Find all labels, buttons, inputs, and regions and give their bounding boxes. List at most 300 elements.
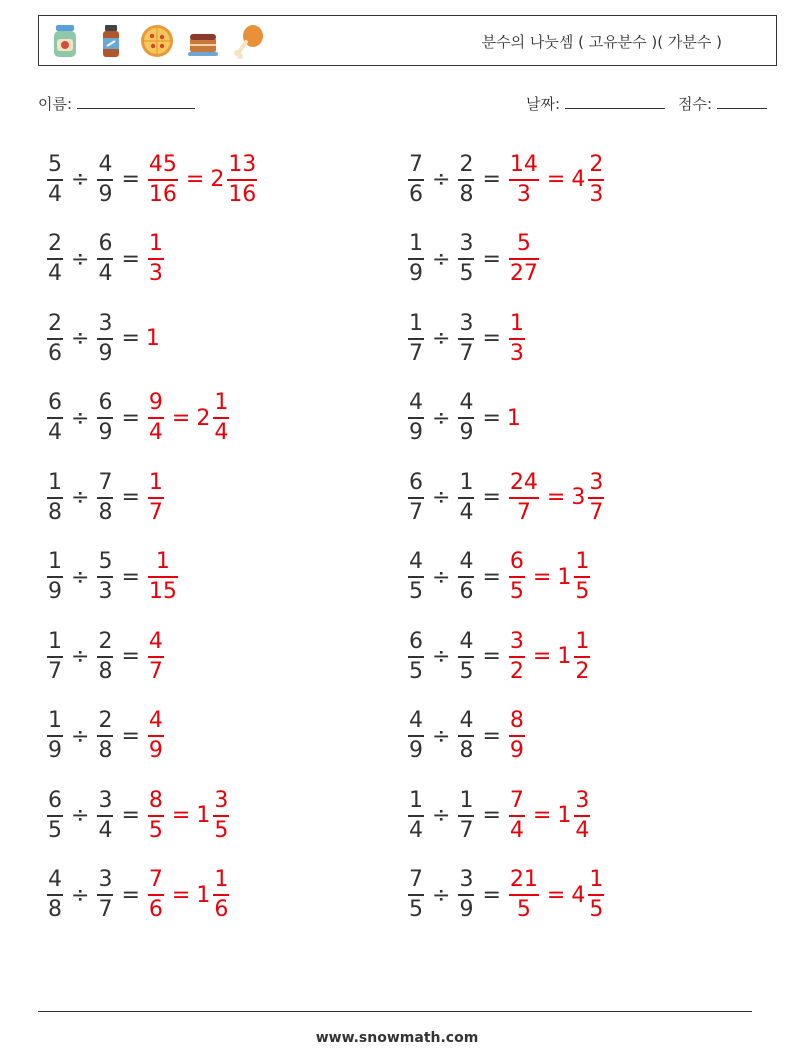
fraction — [408, 869, 424, 921]
answer — [507, 869, 606, 921]
numerator: 3 — [98, 310, 113, 336]
footer-url: www.snowmath.com — [315, 1030, 479, 1046]
denominator: 3 — [589, 181, 604, 207]
fraction — [47, 551, 63, 603]
denominator: 5 — [409, 658, 423, 684]
mixed-fraction — [213, 869, 229, 921]
numerator: 3 — [509, 628, 524, 654]
fraction — [47, 310, 63, 366]
denominator: 9 — [459, 420, 474, 446]
divide-sign: ÷ — [432, 326, 451, 352]
worksheet-title: 분수의 나눗셈 ( 고유분수 )( 가분수 ) — [481, 33, 722, 51]
denominator: 15 — [148, 579, 177, 605]
denominator: 5 — [214, 817, 229, 843]
denominator: 5 — [459, 658, 474, 684]
equals-sign: = — [121, 723, 140, 749]
fraction — [509, 469, 539, 525]
date-field[interactable] — [526, 93, 665, 114]
jam-jar-icon — [47, 22, 83, 60]
problem-row — [406, 697, 606, 777]
denominator: 4 — [409, 817, 423, 843]
answer — [507, 233, 541, 285]
denominator: 8 — [98, 499, 113, 525]
numerator: 1 — [459, 469, 474, 495]
numerator: 4 — [409, 390, 423, 416]
equals-sign: = — [532, 803, 552, 829]
problem-row — [406, 856, 606, 936]
fraction — [97, 151, 113, 207]
answer-whole: 1 — [506, 405, 521, 431]
denominator: 4 — [459, 499, 474, 525]
answer — [507, 469, 606, 525]
mixed-fraction — [588, 469, 604, 525]
denominator: 8 — [48, 499, 62, 525]
name-field[interactable] — [38, 93, 195, 114]
divide-sign: ÷ — [71, 167, 90, 193]
denominator: 9 — [409, 261, 423, 287]
fraction — [47, 233, 63, 285]
denominator: 9 — [409, 738, 423, 764]
fraction — [97, 392, 113, 444]
denominator: 8 — [98, 658, 113, 684]
equals-sign: = — [121, 485, 140, 511]
divide-sign: ÷ — [71, 326, 90, 352]
answer — [146, 392, 231, 444]
numerator: 1 — [409, 787, 423, 813]
mixed-fraction — [213, 392, 229, 444]
denominator: 5 — [516, 897, 531, 923]
numerator: 2 — [589, 151, 604, 177]
equals-sign: = — [532, 644, 552, 670]
fraction — [148, 551, 178, 603]
denominator: 9 — [509, 738, 524, 764]
fraction — [509, 710, 525, 762]
denominator: 9 — [48, 579, 62, 605]
divide-sign: ÷ — [432, 723, 451, 749]
denominator: 3 — [98, 579, 113, 605]
numerator: 4 — [459, 390, 474, 416]
numerator: 4 — [409, 708, 423, 734]
equals-sign: = — [171, 803, 191, 829]
denominator: 6 — [148, 897, 163, 923]
numerator: 8 — [148, 787, 163, 813]
numerator: 21 — [509, 867, 538, 893]
fraction — [97, 310, 113, 366]
equals-sign: = — [482, 803, 501, 829]
mixed-whole: 3 — [571, 485, 586, 511]
equals-sign: = — [121, 246, 140, 272]
denominator: 7 — [516, 499, 531, 525]
fraction — [458, 151, 474, 207]
name-line[interactable] — [77, 94, 195, 109]
fraction — [509, 869, 539, 921]
mixed-fraction — [588, 869, 604, 921]
mixed-fraction — [213, 787, 229, 843]
numerator: 1 — [409, 231, 423, 257]
fraction — [97, 233, 113, 285]
numerator: 9 — [148, 390, 163, 416]
denominator: 7 — [459, 340, 474, 366]
problems-right-column — [406, 140, 606, 935]
fraction — [509, 233, 539, 285]
numerator: 1 — [148, 231, 163, 257]
numerator: 1 — [214, 390, 229, 416]
denominator: 4 — [48, 261, 62, 287]
fraction — [47, 392, 63, 444]
divide-sign: ÷ — [432, 882, 451, 908]
divide-sign: ÷ — [71, 803, 90, 829]
denominator: 5 — [459, 261, 474, 287]
answer — [146, 326, 160, 351]
numerator: 6 — [98, 231, 113, 257]
header-icons — [47, 22, 267, 60]
numerator: 3 — [459, 310, 474, 336]
numerator: 2 — [459, 151, 474, 177]
equals-sign: = — [482, 644, 501, 670]
pizza-icon — [139, 22, 175, 60]
equals-sign: = — [482, 405, 501, 431]
equals-sign: = — [482, 723, 501, 749]
denominator: 7 — [409, 340, 423, 366]
numerator: 1 — [48, 469, 62, 495]
fraction — [408, 551, 424, 603]
denominator: 7 — [409, 499, 423, 525]
equals-sign: = — [546, 882, 566, 908]
denominator: 4 — [48, 181, 62, 207]
problem-row — [45, 220, 259, 300]
name-label: 이름: — [38, 95, 73, 113]
numerator: 2 — [98, 628, 113, 654]
answer — [507, 787, 592, 843]
numerator: 2 — [98, 708, 113, 734]
numerator: 3 — [98, 867, 113, 893]
equals-sign: = — [121, 326, 140, 352]
denominator: 6 — [214, 897, 229, 923]
answer — [507, 406, 521, 431]
divide-sign: ÷ — [432, 803, 451, 829]
denominator: 27 — [509, 261, 538, 287]
divide-sign: ÷ — [432, 246, 451, 272]
numerator: 1 — [48, 628, 62, 654]
fraction — [509, 628, 525, 684]
denominator: 5 — [575, 579, 590, 605]
problem-row — [406, 458, 606, 538]
denominator: 6 — [48, 340, 62, 366]
problem-row — [406, 299, 606, 379]
numerator: 1 — [48, 708, 62, 734]
numerator: 3 — [214, 787, 229, 813]
problem-row — [406, 220, 606, 300]
numerator: 13 — [228, 151, 257, 177]
fraction — [148, 869, 164, 921]
fraction — [408, 628, 424, 684]
equals-sign: = — [121, 803, 140, 829]
numerator: 3 — [459, 231, 474, 257]
problem-row — [45, 379, 259, 459]
score-line[interactable] — [717, 94, 767, 109]
answer — [146, 710, 166, 762]
footer-divider — [38, 1011, 752, 1012]
divide-sign: ÷ — [71, 644, 90, 670]
denominator: 4 — [98, 261, 113, 287]
fraction — [148, 392, 164, 444]
fraction — [47, 628, 63, 684]
denominator: 7 — [148, 658, 163, 684]
equals-sign: = — [185, 167, 205, 193]
numerator: 8 — [509, 708, 524, 734]
fraction — [408, 787, 424, 843]
divide-sign: ÷ — [71, 723, 90, 749]
numerator: 4 — [459, 628, 474, 654]
answer — [507, 551, 592, 603]
numerator: 1 — [575, 549, 590, 575]
answer — [507, 710, 527, 762]
fraction — [458, 310, 474, 366]
date-line[interactable] — [565, 94, 665, 109]
answer — [507, 628, 592, 684]
denominator: 3 — [509, 340, 524, 366]
numerator: 6 — [98, 390, 113, 416]
numerator: 6 — [409, 469, 423, 495]
answer — [146, 551, 180, 603]
equals-sign: = — [121, 644, 140, 670]
fraction — [458, 787, 474, 843]
denominator: 3 — [516, 181, 531, 207]
numerator: 5 — [516, 231, 531, 257]
divide-sign: ÷ — [432, 167, 451, 193]
equals-sign: = — [121, 405, 140, 431]
fraction — [148, 151, 178, 207]
numerator: 14 — [509, 151, 538, 177]
fraction — [408, 310, 424, 366]
denominator: 16 — [148, 181, 177, 207]
problem-row — [45, 617, 259, 697]
denominator: 16 — [228, 181, 257, 207]
fraction — [408, 151, 424, 207]
numerator: 4 — [48, 867, 62, 893]
numerator: 1 — [214, 867, 229, 893]
cake-icon — [185, 22, 221, 60]
problems-left-column — [45, 140, 259, 935]
answer — [146, 787, 231, 843]
problem-row — [45, 776, 259, 856]
fraction — [458, 628, 474, 684]
denominator: 7 — [148, 499, 163, 525]
problem-row — [45, 538, 259, 618]
equals-sign: = — [482, 326, 501, 352]
mixed-whole: 1 — [557, 803, 572, 829]
numerator: 4 — [459, 549, 474, 575]
numerator: 6 — [48, 787, 62, 813]
denominator: 9 — [148, 738, 163, 764]
denominator: 9 — [98, 181, 113, 207]
divide-sign: ÷ — [432, 564, 451, 590]
fraction — [509, 310, 525, 366]
numerator: 1 — [148, 469, 163, 495]
mixed-fraction — [227, 151, 257, 207]
equals-sign: = — [121, 167, 140, 193]
numerator: 5 — [98, 549, 113, 575]
denominator: 8 — [48, 897, 62, 923]
denominator: 5 — [409, 579, 423, 605]
divide-sign: ÷ — [432, 644, 451, 670]
answer — [146, 469, 166, 525]
answer — [146, 151, 259, 207]
denominator: 4 — [575, 817, 590, 843]
mixed-whole: 2 — [210, 167, 225, 193]
equals-sign: = — [532, 564, 552, 590]
numerator: 7 — [409, 867, 423, 893]
answer — [146, 233, 166, 285]
fraction — [97, 869, 113, 921]
denominator: 4 — [148, 420, 163, 446]
equals-sign: = — [171, 405, 191, 431]
fraction — [509, 787, 525, 843]
fraction — [458, 392, 474, 444]
denominator: 9 — [98, 420, 113, 446]
numerator: 2 — [48, 231, 62, 257]
numerator: 6 — [48, 390, 62, 416]
score-label: 점수: — [678, 95, 713, 113]
fraction — [408, 392, 424, 444]
answer — [507, 151, 606, 207]
chicken-leg-icon — [231, 22, 267, 60]
fraction — [97, 551, 113, 603]
divide-sign: ÷ — [432, 405, 451, 431]
denominator: 8 — [459, 738, 474, 764]
mixed-fraction — [574, 787, 590, 843]
denominator: 3 — [148, 261, 163, 287]
denominator: 8 — [98, 738, 113, 764]
equals-sign: = — [482, 485, 501, 511]
fraction — [47, 787, 63, 843]
numerator: 6 — [509, 549, 524, 575]
denominator: 4 — [98, 817, 113, 843]
fraction — [509, 551, 525, 603]
fraction — [97, 469, 113, 525]
problem-row — [45, 140, 259, 220]
numerator: 7 — [409, 151, 423, 177]
equals-sign: = — [482, 246, 501, 272]
numerator: 7 — [148, 867, 163, 893]
fraction — [148, 628, 164, 684]
denominator: 4 — [48, 420, 62, 446]
fraction — [47, 151, 63, 207]
numerator: 4 — [459, 708, 474, 734]
fraction — [97, 628, 113, 684]
numerator: 4 — [409, 549, 423, 575]
medicine-bottle-icon — [93, 22, 129, 60]
fraction — [458, 551, 474, 603]
denominator: 7 — [48, 658, 62, 684]
divide-sign: ÷ — [71, 882, 90, 908]
denominator: 7 — [589, 499, 604, 525]
problem-row — [45, 856, 259, 936]
equals-sign: = — [121, 882, 140, 908]
fraction — [458, 869, 474, 921]
denominator: 2 — [509, 658, 524, 684]
divide-sign: ÷ — [71, 485, 90, 511]
fraction — [97, 787, 113, 843]
mixed-whole: 1 — [196, 882, 211, 908]
denominator: 9 — [98, 340, 113, 366]
numerator: 5 — [48, 151, 62, 177]
denominator: 2 — [575, 658, 590, 684]
denominator: 7 — [98, 897, 113, 923]
divide-sign: ÷ — [432, 485, 451, 511]
equals-sign: = — [546, 167, 566, 193]
numerator: 4 — [148, 708, 163, 734]
fraction — [408, 469, 424, 525]
numerator: 1 — [589, 867, 604, 893]
problem-row — [406, 538, 606, 618]
mixed-fraction — [574, 628, 590, 684]
worksheet-header — [38, 15, 777, 66]
denominator: 9 — [409, 420, 423, 446]
answer-whole: 1 — [145, 326, 160, 352]
problem-row — [45, 458, 259, 538]
denominator: 5 — [589, 897, 604, 923]
problem-row — [406, 379, 606, 459]
fraction — [148, 710, 164, 762]
answer — [146, 628, 166, 684]
fraction — [47, 869, 63, 921]
mixed-whole: 1 — [557, 644, 572, 670]
fraction — [458, 469, 474, 525]
mixed-fraction — [574, 551, 590, 603]
fraction — [458, 233, 474, 285]
equals-sign: = — [121, 564, 140, 590]
mixed-whole: 4 — [571, 882, 586, 908]
denominator: 9 — [48, 738, 62, 764]
denominator: 5 — [48, 817, 62, 843]
divide-sign: ÷ — [71, 405, 90, 431]
answer — [146, 869, 231, 921]
equals-sign: = — [171, 882, 191, 908]
numerator: 24 — [509, 469, 538, 495]
numerator: 1 — [48, 549, 62, 575]
denominator: 9 — [459, 897, 474, 923]
numerator: 1 — [509, 310, 524, 336]
denominator: 5 — [509, 579, 524, 605]
score-field[interactable] — [678, 93, 767, 114]
numerator: 1 — [459, 787, 474, 813]
answer — [507, 310, 527, 366]
fraction — [148, 469, 164, 525]
mixed-whole: 1 — [196, 803, 211, 829]
numerator: 7 — [98, 469, 113, 495]
denominator: 4 — [214, 420, 229, 446]
equals-sign: = — [482, 564, 501, 590]
fraction — [47, 710, 63, 762]
numerator: 1 — [575, 628, 590, 654]
divide-sign: ÷ — [71, 246, 90, 272]
mixed-fraction — [588, 151, 604, 207]
denominator: 6 — [409, 181, 423, 207]
denominator: 8 — [459, 181, 474, 207]
equals-sign: = — [482, 882, 501, 908]
numerator: 4 — [148, 628, 163, 654]
numerator: 45 — [148, 151, 177, 177]
problem-row — [406, 617, 606, 697]
numerator: 3 — [98, 787, 113, 813]
numerator: 1 — [409, 310, 423, 336]
equals-sign: = — [482, 167, 501, 193]
numerator: 4 — [98, 151, 113, 177]
divide-sign: ÷ — [71, 564, 90, 590]
fraction — [408, 233, 424, 285]
fraction — [408, 710, 424, 762]
